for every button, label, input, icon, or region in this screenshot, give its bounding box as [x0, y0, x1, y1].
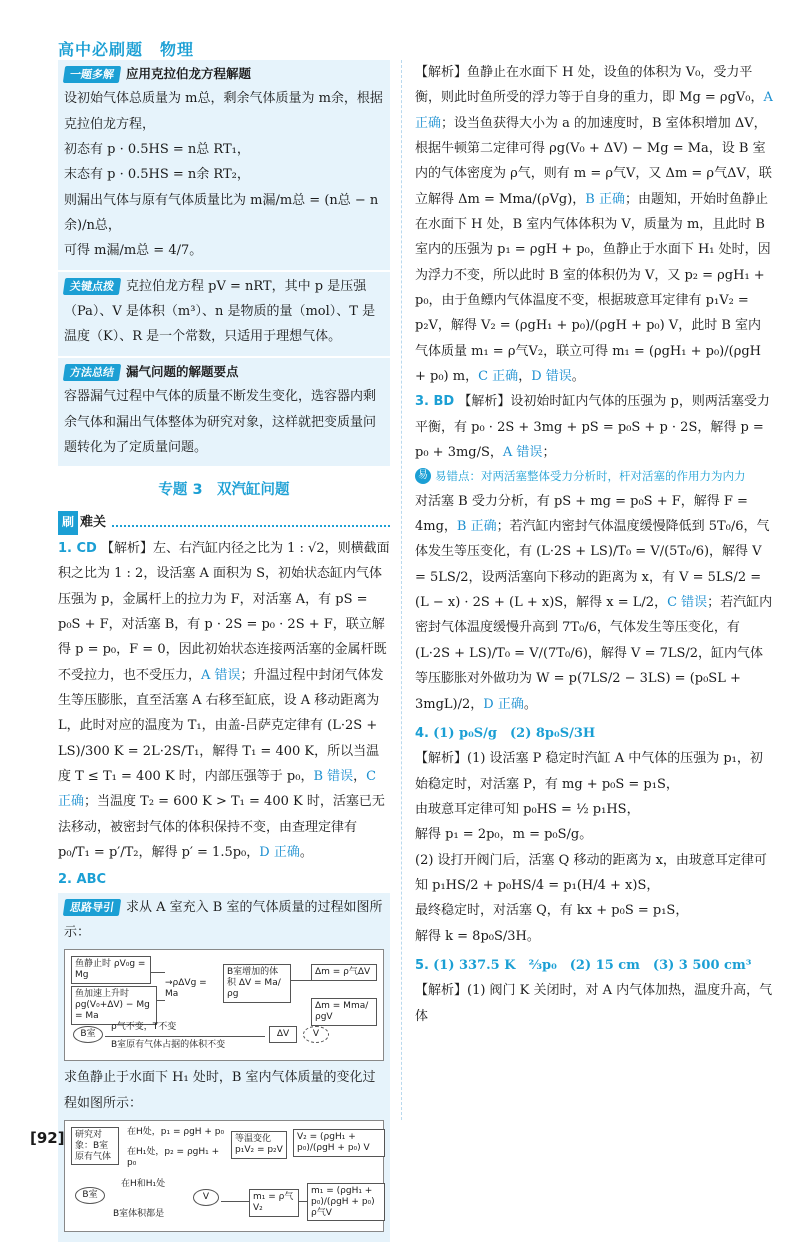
box-line: 末态有 p · 0.5HS = n余 RT₂， — [64, 167, 250, 183]
q4-line: 解得 p₁ = 2p₀，m = p₀S/g。 — [415, 827, 593, 843]
q2-analysis: 【解析】鱼静止在水面下 H 处，设鱼的体积为 V₀，受力平衡，则此时鱼所受的浮力等于自身的重力，即 Mg = ρgV₀，A 正确；设当鱼获得大小为 a 的加速度时，B 室体积增加 ΔV，根据牛顿第二定律可得 ρg(V₀ + ΔV) − Mg = Ma，设 B 室内的气体密度为 ρ气，则有 m = ρ气V，又 Δm = ρ气ΔV，联立解得 Δm = Mma/(ρVg)，B 正确；由题知，开始时鱼静止在水面下 H 处，B 室内气体体积为 V，质量为 m，且此时 B 室内的压强为 p₁ = ρgH + p₀，鱼静止于水面下 H₁ 处时，因为浮力不变，所以此时 B 室的体积仍为 V，又 p₂ = ρgH₁ + p₀，由于鱼鳔内气体温度不变，根据玻意耳定律有 p₁V₂ = p₂V，解得 V₂ = (ρgH₁ + p₀)/(ρgH + p₀) V，此时 B 室内气体质量 m₁ = ρ气V₂，联立可得 m₁ = (ρgH₁ + p₀)/(ρgH + p₀) m，C 正确，D 错误。 — [415, 65, 773, 385]
q2-text3: ；由题知，开始时鱼静止在水面下 H 处，B 室内气体体积为 V，质量为 m，且此时 B 室内的压强为 p₁ = ρgH + p₀，鱼静止于水面下 H₁ 处时，因为浮力不变，所以此时 B 室的体积仍为 V，又 p₂ = ρgH₁ + p₀，由于鱼鳔内气体温度不变，根据玻意耳定律有 p₁V₂ = p₂V，解得 V₂ = (ρgH₁ + p₀)/(ρgH + p₀) V，此时 B 室内气体质量 m₁ = ρ气V₂，联立可得 m₁ = (ρgH₁ + p₀)/(ρgH + p₀) m， — [415, 191, 771, 385]
question-number: 3. BD — [415, 394, 455, 410]
flow-text: B室原有气体占据的体积不变 — [111, 1040, 226, 1051]
tag-multiple-solutions: 一题多解 — [63, 66, 121, 83]
section-title: 专题 3 双汽缸问题 — [158, 482, 290, 499]
error-note — [415, 468, 773, 485]
question-number: 2. ABC — [58, 872, 107, 888]
page-number-value: 92 — [36, 1129, 58, 1147]
q1-text: 【解析】左、右汽缸内径之比为 1 : √2，则横截面积之比为 1 : 2，设活塞 A 面积为 S，初始状态缸内气体压强为 p，金属杆上的拉力为 F，对活塞 A，有 pS = p₀S + F，对活塞 B，有 p · 2S = p₀ · 2S + F，联立解得 p = p₀，F = 0，因此初始状态连接两活塞的金属杆既不受拉力，也不受压力， — [58, 540, 390, 683]
box-heading — [64, 62, 384, 86]
flow-ellipse: V — [303, 1026, 329, 1043]
question-3: 3. BD 【解析】设初始时缸内气体的压强为 p，则两活塞受力平衡，有 p₀ · 2S + 3mg + pS = p₀S + p · 2S，解得 p = p₀ + 3mg/S，A 错误； — [415, 394, 770, 461]
q3-end: 。 — [523, 696, 537, 712]
flow-box: 等温变化 p₁V₂ = p₂V — [231, 1131, 287, 1159]
q3-body — [415, 489, 773, 717]
flow-connector — [157, 1000, 165, 1001]
thinking-intro — [64, 895, 384, 946]
flow-text: 在H₁处，p₂ = ρgH₁ + p₀ — [127, 1147, 220, 1168]
box-line: 可得 m漏/m总 = 4/7。 — [64, 243, 203, 259]
error-note-icon: 易 — [415, 468, 431, 484]
q1-text3: ；当温度 T₂ = 600 K > T₁ = 400 K 时，活塞已无法移动，被密封气体的体积保持不变，由查理定律有 p₀/T₁ = p′/T₂，解得 p′ = 1.5p₀， — [58, 794, 385, 860]
q1-text2: ；升温过程中封闭气体发生等压膨胀，直至活塞 A 右移至缸底，设 A 移动距离为 L，此时对应的温度为 T₁，由盖-吕萨克定律有 (L·2S + LS)/300 K = 2L·2S/T₁，解得 T₁ = 400 K，所以当温度 T ≤ T₁ = 400 K 时，内部压强等于 p₀， — [58, 667, 384, 784]
column-divider — [401, 60, 402, 1120]
box-multiple-solutions — [58, 60, 390, 270]
right-column — [415, 60, 773, 1029]
flow-box: Δm = ρ气ΔV — [311, 964, 377, 981]
page-number: [92] — [30, 1129, 65, 1147]
left-column — [58, 60, 390, 1242]
answer-c-right: C 正确 — [58, 768, 377, 810]
answer-d-right: D 正确 — [483, 696, 524, 712]
answer-a-wrong: A 错误 — [502, 445, 543, 461]
q3-text2: 对活塞 B 受力分析，有 pS + mg = p₀S + F，解得 F = 4mg， — [415, 493, 748, 535]
flow-connector — [105, 1036, 265, 1037]
q4-line: 由玻意耳定律可知 p₀HS = ½ p₁HS， — [415, 801, 640, 817]
difficulty-label: 难关 — [80, 515, 107, 531]
answer-d-wrong: D 错误 — [531, 369, 572, 385]
q2-text1: 【解析】鱼静止在水面下 H 处，设鱼的体积为 V₀，受力平衡，则此时鱼所受的浮力等于自身的重力，即 Mg = ρgV₀， — [415, 65, 764, 106]
q3-text3: ；若汽缸内密封气体温度缓慢降低到 5T₀/6，气体发生等压变化，有 (L·2S + LS)/T₀ = V/(5T₀/6)，解得 V = 5LS/2，设两活塞向下移动的距离为 x，有 V = 5LS/2 = (L − x) · 2S + (L + x)S，解得 x = L/2， — [415, 519, 770, 611]
q4-line: 解得 k = 8p₀S/3H。 — [415, 928, 540, 944]
key-point-body: 克拉伯龙方程 pV = nRT，其中 p 是压强（Pa）、V 是体积（m³）、n 是物质的量（mol）、T 是温度（K）、R 是一个常数，只适用于理想气体。 — [64, 278, 376, 345]
flow-ellipse: B室 — [75, 1187, 105, 1204]
q5-line: 【解析】(1) 阀门 K 关闭时，对 A 内气体加热，温度升高，气体 — [415, 983, 773, 1024]
answer-a-wrong: A 错误 — [201, 667, 241, 683]
q4-answer: (1) p₀S/g (2) 8p₀S/3H — [433, 725, 596, 741]
box-method-summary — [58, 358, 390, 466]
flow-text: →ρΔVg = Ma — [165, 978, 207, 1000]
error-note-text: 易错点：对两活塞整体受力分析时，杆对活塞的作用力为内力 — [435, 468, 746, 483]
q4-line: 【解析】(1) 设活塞 P 稳定时汽缸 A 中气体的压强为 p₁，初始稳定时，对活塞 P，有 mg + p₀S = p₁S， — [415, 751, 763, 792]
answer-b-right: B 正确 — [456, 519, 497, 535]
flow-connector — [299, 1201, 307, 1202]
tag-method-summary: 方法总结 — [63, 364, 121, 381]
flowchart-1 — [64, 949, 384, 1061]
flow-ellipse: B室 — [73, 1026, 103, 1043]
box-heading — [64, 360, 384, 384]
flow-text: 在H处，p₁ = ρgH + p₀ — [127, 1127, 225, 1138]
answer-a-right: A 正确 — [415, 90, 773, 131]
question-4 — [415, 721, 773, 746]
difficulty-banner — [58, 510, 390, 535]
flowchart-2 — [64, 1120, 384, 1232]
flow-box: V₂ = (ρgH₁ + p₀)/(ρgH + p₀) V — [293, 1129, 385, 1157]
box-line: 设初始气体总质量为 m总，剩余气体质量为 m余，根据克拉伯龙方程， — [64, 91, 383, 132]
question-number: 4. — [415, 725, 429, 741]
q3-text4: ；若汽缸内密封气体温度缓慢升高到 7T₀/6，气体发生等压变化，有 (L·2S + LS)/T₀ = V/(7T₀/6)，解得 V = 7LS/2，缸内气体等压膨胀对外做功为 W = p(7LS/2 − 3LS) = (p₀SL + 3mgL)/2， — [415, 595, 773, 712]
flow-text: B室体积都是 — [113, 1209, 165, 1220]
dotted-rule — [112, 519, 390, 527]
flow-box: 鱼加速上升时 ρg(V₀+ΔV) − Mg = Ma — [71, 986, 157, 1024]
flow-ellipse: V — [193, 1189, 219, 1206]
q1-end: 。 — [299, 844, 313, 860]
flow-box: B室增加的体积 ΔV = Ma/ρg — [223, 964, 291, 1002]
box-title: 漏气问题的解题要点 — [126, 363, 239, 379]
flow-box: Δm = Mma/ρgV — [311, 998, 377, 1026]
flow-connector — [221, 1201, 249, 1202]
q4-line: 最终稳定时，对活塞 Q，有 kx + p₀S = p₁S， — [415, 903, 689, 919]
box-title: 应用克拉伯龙方程解题 — [126, 66, 252, 81]
flow-box: m₁ = ρ气V₂ — [249, 1189, 299, 1217]
flow-box: m₁ = (ρgH₁ + p₀)/(ρgH + p₀) ρ气V — [307, 1183, 385, 1221]
box-thinking-guide — [58, 893, 390, 1242]
answer-b-right: B 正确 — [585, 191, 625, 207]
flow-connector — [151, 972, 165, 973]
box-line: 初态有 p · 0.5HS = n总 RT₁， — [64, 142, 250, 158]
flow-text: 在H和H₁处 — [121, 1179, 166, 1190]
q5-answer: (1) 337.5 K ⅔p₀ (2) 15 cm (3) 3 500 cm³ — [433, 957, 752, 973]
method-summary-text: 容器漏气过程中气体的质量不断发生变化，选容器内剩余气体和漏出气体整体为研究对象，这样就把变质量问题转化为了定质量问题。 — [64, 389, 377, 455]
box-key-point — [58, 272, 390, 356]
flow-text: ρ气不变，T不变 — [111, 1022, 177, 1033]
page-header: 高中必刷题 物理 — [58, 40, 195, 59]
answer-d-right: D 正确 — [259, 844, 300, 860]
q3-text1: 【解析】设初始时缸内气体的压强为 p，则两活塞受力平衡，有 p₀ · 2S + 3mg + pS = p₀S + p · 2S，解得 p = p₀ + 3mg/S， — [415, 394, 770, 461]
q2-end: 。 — [571, 369, 585, 385]
answer-b-wrong: B 错误 — [313, 768, 354, 784]
question-5 — [415, 953, 773, 978]
tag-thinking-guide: 思路导引 — [63, 899, 121, 916]
flow-connector — [291, 980, 311, 981]
difficulty-badge: 刷 — [58, 511, 78, 534]
answer-c-wrong: C 错误 — [667, 595, 708, 611]
thinking-intro-2: 求鱼静止于水面下 H₁ 处时，B 室内气体质量的变化过程如图所示： — [64, 1070, 376, 1111]
intro-text: 求从 A 室充入 B 室的气体质量的过程如图所示： — [64, 899, 383, 940]
flow-box: ΔV — [269, 1026, 297, 1043]
q2-text2: ；设当鱼获得大小为 a 的加速度时，B 室体积增加 ΔV，根据牛顿第二定律可得 ρg(V₀ + ΔV) − Mg = Ma，设 B 室内的气体密度为 ρ气，则有 m = ρ气V，又 Δm = ρ气ΔV，联立解得 Δm = Mma/(ρVg)， — [415, 115, 772, 207]
question-number: 1. CD — [58, 540, 97, 556]
box-line: 则漏出气体与原有气体质量比为 m漏/m总 = (n总 − n余)/n总， — [64, 192, 379, 234]
q4-line: (2) 设打开阀门后，活塞 Q 移动的距离为 x，由玻意耳定律可知 p₁HS/2 + p₀HS/4 = p₁(H/4 + x)S， — [415, 852, 767, 893]
key-point-text — [64, 274, 384, 350]
question-number: 5. — [415, 957, 429, 973]
flow-box: 鱼静止时 ρV₀g = Mg — [71, 956, 151, 984]
tag-key-point: 关键点拨 — [63, 278, 121, 295]
flow-box: 研究对象：B室原有气体 — [71, 1127, 119, 1165]
question-1: 1. CD 【解析】左、右汽缸内径之比为 1 : √2，则横截面积之比为 1 : 2，设活塞 A 面积为 S，初始状态缸内气体压强为 p，金属杆上的拉力为 F，对活塞 A，有 pS = p₀S + F，对活塞 B，有 p · 2S = p₀ · 2S + F，联立解得 p = p₀，F = 0，因此初始状态连接两活塞的金属杆既不受拉力，也不受压力，A 错误；升温过程中封闭气体发生等压膨胀，直至活塞 A 右移至缸底，设 A 移动距离为 L，此时对应的温度为 T₁，由盖-吕萨克定律有 (L·2S + LS)/300 K = 2L·2S/T₁，解得 T₁ = 400 K，所以当温度 T ≤ T₁ = 400 K 时，内部压强等于 p₀，B 错误，C 正确；当温度 T₂ = 600 K > T₁ = 400 K 时，活塞已无法移动，被密封气体的体积保持不变，由查理定律有 p₀/T₁ = p′/T₂，解得 p′ = 1.5p₀，D 正确。 — [58, 540, 390, 860]
answer-c-right: C 正确 — [478, 369, 519, 385]
